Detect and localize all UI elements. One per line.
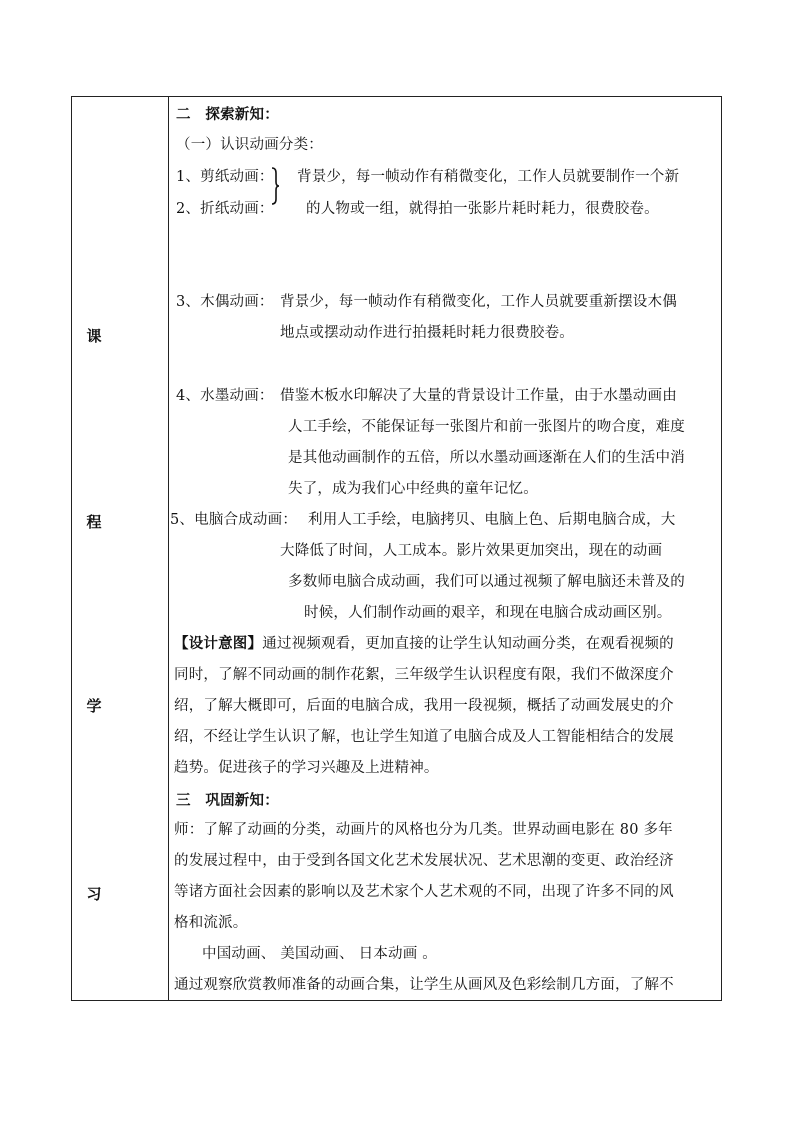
item4-line1: 借鉴木板水印解决了大量的背景设计工作量，由于水墨动画由 [280,388,677,404]
item3-line1: 背景少，每一帧动作有稍微变化，工作人员就要重新摆设木偶 [280,294,677,310]
item2-label: 2、折纸动画： [176,201,274,217]
section3-line3: 等诸方面社会因素的影响以及艺术家个人艺术观的不同，出现了许多不同的风 [174,884,674,900]
item4-line4: 失了，成为我们心中经典的童年记忆。 [288,481,538,497]
item4-line2: 人工手绘，不能保证每一张图片和前一张图片的吻合度，难度 [288,419,685,435]
brace-icon [270,167,280,205]
item4-label: 4、水墨动画： [176,388,274,404]
side-label-2: 程 [86,513,102,531]
item5-label: 5、电脑合成动画： [170,512,298,528]
item3-label: 3、木偶动画： [176,294,274,310]
section3-line2: 的发展过程中，由于受到各国文化艺术发展状况、艺术思潮的变更、政治经济 [174,853,674,869]
item4-line3: 是其他动画制作的五倍，所以水墨动画逐渐在人们的生活中消 [288,450,685,466]
item5-line4: 时候，人们制作动画的艰辛，和现在电脑合成动画区别。 [304,605,672,621]
section3-styles: 中国动画、 美国动画、 日本动画 。 [202,946,437,962]
item3-line2: 地点或摆动动作进行拍摄耗时耗力很费胶卷。 [280,325,574,341]
side-label-3: 学 [86,697,102,715]
item5-line3: 多数师电脑合成动画，我们可以通过视频了解电脑还未普及的 [288,574,685,590]
section3-line4: 格和流派。 [174,915,248,931]
design-intent-text: 通过视频观看，更加直接的让学生认知动画分类，在观看视频的 [262,636,674,652]
shared-desc-line1: 背景少，每一帧动作有稍微变化，工作人员就要制作一个新 [297,169,680,185]
section2-sub: （一）认识动画分类： [176,137,323,153]
section3-line5: 通过观察欣赏教师准备的动画合集，让学生从画风及色彩绘制几方面，了解不 [174,977,674,993]
design-intent-line5: 趋势。促进孩子的学习兴趣及上进精神。 [174,760,439,776]
side-label-1: 课 [86,327,102,345]
side-label-4: 习 [86,885,102,903]
design-intent-tag: 【设计意图】 [174,635,263,652]
section3-line1: 师：了解了动画的分类，动画片的风格也分为几类。世界动画电影在 80 多年 [174,822,673,838]
item1-label: 1、剪纸动画： [176,169,274,185]
section3-heading: 三 巩固新知： [176,792,279,809]
design-intent-line1 [174,634,674,654]
design-intent-line2: 同时，了解不同动画的制作花絮，三年级学生认识程度有限，我们不做深度介 [174,667,674,683]
item5-line1: 利用人工手绘，电脑拷贝、电脑上色、后期电脑合成，大 [308,512,676,528]
item5-line2: 大降低了时间，人工成本。影片效果更加突出，现在的动画 [280,543,663,559]
lesson-table [71,96,722,1001]
column-divider [168,97,169,1000]
shared-desc-line2: 的人物或一组，就得拍一张影片耗时耗力，很费胶卷。 [306,201,659,217]
design-intent-line3: 绍，了解大概即可，后面的电脑合成，我用一段视频，概括了动画发展史的介 [174,698,674,714]
design-intent-line4: 绍，不经让学生认识了解，也让学生知道了电脑合成及人工智能相结合的发展 [174,729,674,745]
section2-heading: 二 探索新知： [176,106,279,123]
